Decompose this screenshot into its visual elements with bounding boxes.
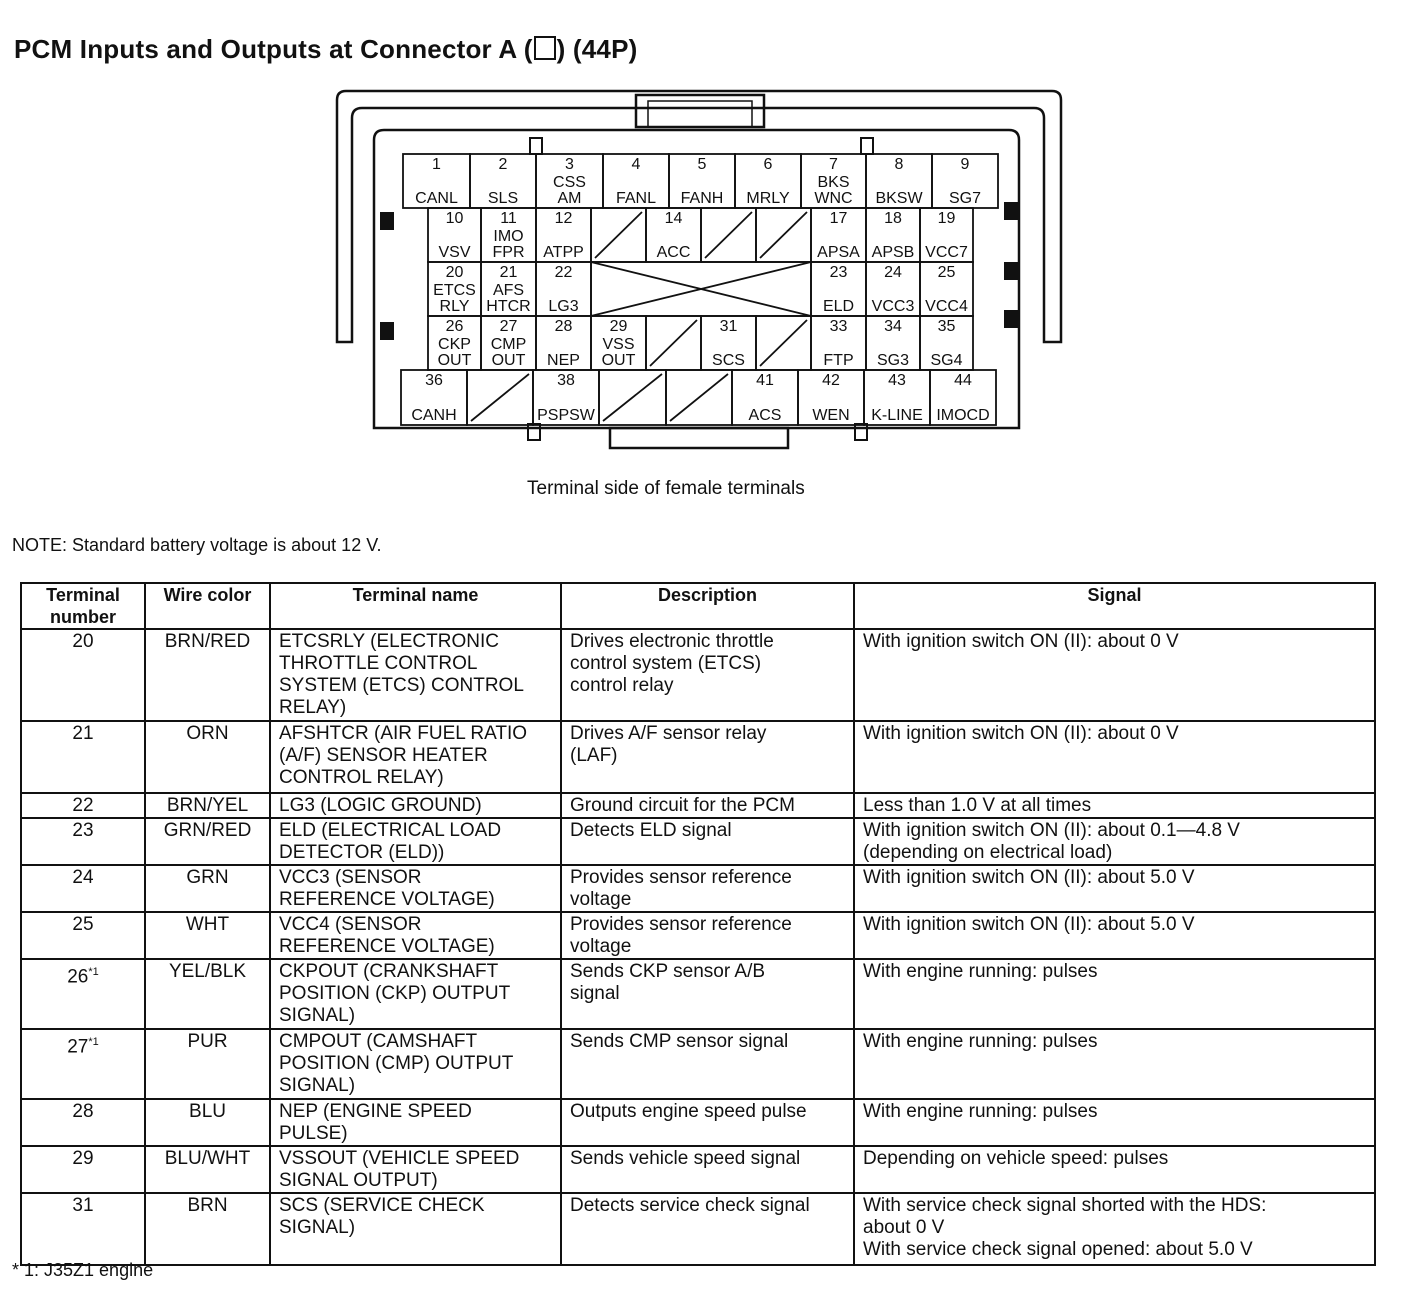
terminal-name-cell [270,793,561,818]
description-cell [561,1193,854,1265]
terminal-name-cell [270,1099,561,1146]
terminal-name-cell-text: LG3 (LOGIC GROUND) [279,795,482,816]
table-row [21,793,1375,818]
terminal-number-cell-text: 20 [72,631,94,652]
terminal-number-cell-text: 29 [72,1148,94,1169]
terminal-signal-label: AFS HTCR [486,282,531,315]
title-text-before: PCM Inputs and Outputs at Connector A ( [14,34,533,64]
terminal-number-label: 20 [445,264,464,281]
terminal-name-cell-text: SCS (SERVICE CHECK SIGNAL) [279,1195,485,1238]
wire-color-cell [145,959,270,1029]
terminal-number-label: 27 [499,318,518,335]
signal-cell-text: With engine running: pulses [863,961,1098,982]
terminal-number-label: 23 [829,264,848,281]
table-row [21,818,1375,865]
terminal-signal-label: ETCS RLY [433,282,476,315]
signal-cell-text: With ignition switch ON (II): about 0.1—4.8 V (depending on electrical load) [863,820,1240,863]
footnote-marker: *1 [88,1036,99,1048]
terminal-number-cell [21,959,145,1029]
terminal-signal-label: FANL [615,190,657,207]
signal-cell [854,1029,1375,1099]
title-text-after: ) (44P) [556,34,638,64]
wire-color-cell-text: BRN/RED [164,631,251,652]
terminal-number-label: 19 [937,210,956,227]
description-cell [561,1029,854,1099]
terminal-number-cell-text: 21 [72,723,94,744]
table-row [21,959,1375,1029]
terminal-number-label: 8 [894,156,904,173]
terminal-number-label: 6 [763,156,773,173]
description-cell-text: Drives A/F sensor relay (LAF) [570,723,767,766]
description-cell-text: Drives electronic throttle control system (ETCS) control relay [570,631,774,696]
terminal-name-cell [270,1029,561,1099]
terminal-number-label: 25 [937,264,956,281]
description-cell [561,912,854,959]
header-wire-color: Wire color [145,583,270,629]
wire-color-cell-text: YEL/BLK [168,961,247,982]
terminal-name-cell-text: VCC4 (SENSOR REFERENCE VOLTAGE) [279,914,495,957]
terminal-signal-table [20,582,1376,1266]
terminal-signal-label: APSA [817,244,860,261]
terminal-name-cell-text: AFSHTCR (AIR FUEL RATIO (A/F) SENSOR HEATER CONTROL RELAY) [279,723,528,788]
terminal-signal-label: CANL [415,190,458,207]
footnote: * 1: J35Z1 engine [12,1260,154,1280]
terminal-name-cell [270,721,561,793]
wire-color-cell [145,912,270,959]
description-cell [561,865,854,912]
connector-latch [636,95,764,127]
terminal-number-label: 33 [829,318,848,335]
terminal-number-cell-text: 22 [72,795,94,816]
terminal-number-label: 17 [829,210,848,227]
terminal-number-label: 22 [554,264,573,281]
terminal-signal-label: SG7 [948,190,982,207]
terminal-signal-label: SG3 [876,352,910,369]
terminal-signal-label: FANH [680,190,724,207]
table-row [21,629,1375,721]
table-row [21,1193,1375,1265]
terminal-number-label: 36 [425,372,443,389]
description-cell-text: Sends vehicle speed signal [570,1148,801,1169]
wire-color-cell-text: BRN/YEL [166,795,249,816]
terminal-number-label: 42 [822,372,840,389]
signal-cell [854,793,1375,818]
terminal-number-cell-text: 28 [72,1101,94,1122]
terminal-number-cell-text: 27 [67,1036,89,1058]
table-row [21,721,1375,793]
terminal-number-label: 29 [609,318,628,335]
battery-voltage-note: NOTE: Standard battery voltage is about 12 V. [12,535,382,555]
description-cell [561,629,854,721]
terminal-number-cell-text: 25 [72,914,94,935]
wire-color-cell-text: BLU/WHT [164,1148,251,1169]
signal-cell [854,818,1375,865]
terminal-number-cell [21,793,145,818]
signal-cell [854,959,1375,1029]
terminal-number-label: 12 [554,210,573,227]
terminal-signal-label: VCC3 [871,298,915,315]
terminal-number-label: 3 [565,156,574,173]
terminal-number-label: 24 [884,264,902,281]
terminal-signal-label: WEN [812,407,850,424]
terminal-number-cell [21,721,145,793]
terminal-signal-label: IMOCD [936,407,990,424]
signal-cell [854,1146,1375,1193]
table-row [21,1146,1375,1193]
terminal-signal-label: SG4 [930,352,963,369]
terminal-number-label: 41 [756,372,774,389]
terminal-number-cell [21,1146,145,1193]
table-header-row [21,583,1375,629]
terminal-signal-label: PSPSW [537,407,595,424]
header-description: Description [561,583,854,629]
terminal-name-cell-text: ELD (ELECTRICAL LOAD DETECTOR (ELD)) [279,820,502,863]
wire-color-cell-text: BLU [189,1101,226,1122]
terminal-number-label: 43 [888,372,906,389]
terminal-number-cell [21,912,145,959]
table-row [21,865,1375,912]
terminal-signal-label: APSB [871,244,915,261]
terminal-signal-label: VSV [438,244,471,261]
terminal-signal-label: FTP [823,352,854,369]
terminal-name-cell [270,1146,561,1193]
signal-cell-text: With ignition switch ON (II): about 0 V [863,723,1179,744]
header-signal: Signal [854,583,1375,629]
wire-color-cell-text: GRN [186,867,229,888]
terminal-signal-label: BKSW [875,190,923,207]
table-row [21,1029,1375,1099]
connector-diagram [0,0,1408,470]
terminal-number-cell-text: 23 [72,820,94,841]
terminal-number-label: 31 [719,318,738,335]
description-cell-text: Detects service check signal [570,1195,810,1216]
terminal-name-cell [270,629,561,721]
description-cell-text: Sends CKP sensor A/B signal [570,961,766,1004]
header-terminal-name: Terminal name [270,583,561,629]
terminal-name-cell-text: CMPOUT (CAMSHAFT POSITION (CMP) OUTPUT SIGNAL) [279,1031,514,1096]
description-cell [561,1099,854,1146]
terminal-number-label: 7 [829,156,838,173]
signal-cell-text: With engine running: pulses [863,1101,1098,1122]
table-row [21,912,1375,959]
terminal-number-cell-text: 31 [72,1195,94,1216]
terminal-number-label: 35 [937,318,956,335]
terminal-signal-label: CMP OUT [490,336,527,369]
terminal-number-label: 9 [960,156,970,173]
terminal-signal-label: VSS OUT [601,336,636,369]
diagram-caption: Terminal side of female terminals [527,478,805,499]
description-cell-text: Sends CMP sensor signal [570,1031,789,1052]
terminal-signal-label: IMO FPR [492,228,525,261]
terminal-number-label: 2 [498,156,508,173]
terminal-name-cell-text: NEP (ENGINE SPEED PULSE) [279,1101,472,1144]
description-cell-text: Provides sensor reference voltage [570,867,792,910]
signal-cell-text: With engine running: pulses [863,1031,1098,1052]
terminal-name-cell [270,959,561,1029]
terminal-number-cell-text: 24 [72,867,94,888]
terminal-number-label: 18 [884,210,902,227]
terminal-name-cell [270,818,561,865]
terminal-signal-label: VCC4 [925,298,968,315]
terminal-number-label: 4 [631,156,641,173]
terminal-signal-label: CANH [411,407,457,424]
wire-color-cell [145,1029,270,1099]
terminal-signal-label: LG3 [548,298,579,315]
terminal-number-cell [21,1099,145,1146]
signal-cell [854,912,1375,959]
wire-color-cell [145,865,270,912]
terminal-number-label: 28 [554,318,573,335]
terminal-number-label: 34 [884,318,902,335]
signal-cell-text: Depending on vehicle speed: pulses [863,1148,1169,1169]
description-cell-text: Outputs engine speed pulse [570,1101,807,1122]
description-cell [561,1146,854,1193]
signal-cell-text: With ignition switch ON (II): about 5.0 V [863,867,1195,888]
terminal-signal-label: SLS [487,190,519,207]
wire-color-cell-text: PUR [187,1031,228,1052]
terminal-signal-label: ELD [822,298,855,315]
terminal-name-cell [270,1193,561,1265]
description-cell-text: Ground circuit for the PCM [570,795,795,816]
terminal-signal-label: CKP OUT [437,336,472,369]
table-row [21,1099,1375,1146]
terminal-signal-label: MRLY [746,190,790,207]
terminal-name-cell-text: VCC3 (SENSOR REFERENCE VOLTAGE) [279,867,495,910]
signal-cell-text: Less than 1.0 V at all times [863,795,1092,816]
terminal-number-cell [21,629,145,721]
wire-color-cell [145,818,270,865]
terminal-number-cell [21,1029,145,1099]
header-terminal-number: Terminal number [21,583,145,629]
description-cell-text: Detects ELD signal [570,820,732,841]
connector-bottom-key [610,428,788,448]
terminal-number-label: 14 [664,210,683,227]
wire-color-cell [145,721,270,793]
terminal-signal-label: K-LINE [871,407,923,424]
terminal-number-label: 38 [557,372,575,389]
signal-cell [854,865,1375,912]
terminal-number-cell [21,865,145,912]
terminal-number-label: 26 [445,318,464,335]
footnote-marker: *1 [88,966,99,978]
description-cell [561,959,854,1029]
wire-color-cell-text: BRN [187,1195,228,1216]
signal-cell-text: With ignition switch ON (II): about 0 V [863,631,1179,652]
description-cell [561,793,854,818]
terminal-name-cell-text: VSSOUT (VEHICLE SPEED SIGNAL OUTPUT) [279,1148,520,1191]
wire-color-cell-text: GRN/RED [163,820,252,841]
signal-cell [854,629,1375,721]
terminal-name-cell [270,912,561,959]
terminal-name-cell-text: CKPOUT (CRANKSHAFT POSITION (CKP) OUTPUT SIGNAL) [279,961,511,1026]
wire-color-cell [145,1099,270,1146]
description-cell [561,721,854,793]
wire-color-cell-text: WHT [185,914,230,935]
terminal-signal-label: ACC [656,244,691,261]
terminal-signal-label: BKS WNC [814,174,853,207]
terminal-signal-label: VCC7 [925,244,968,261]
signal-cell-text: With ignition switch ON (II): about 5.0 V [863,914,1195,935]
signal-cell [854,1193,1375,1265]
signal-cell [854,1099,1375,1146]
terminal-name-cell [270,865,561,912]
wire-color-cell [145,1193,270,1265]
terminal-number-label: 1 [432,156,441,173]
terminal-signal-label: SCS [712,352,745,369]
terminal-name-cell-text: ETCSRLY (ELECTRONIC THROTTLE CONTROL SYSTEM (ETCS) CONTROL RELAY) [279,631,524,718]
terminal-number-cell [21,818,145,865]
description-cell-text: Provides sensor reference voltage [570,914,792,957]
terminal-number-label: 21 [499,264,518,281]
signal-cell [854,721,1375,793]
terminal-number-label: 10 [445,210,464,227]
terminal-number-cell-text: 26 [67,966,89,988]
wire-color-cell [145,1146,270,1193]
terminal-signal-label: ACS [748,407,782,424]
terminal-number-label: 44 [954,372,972,389]
description-cell [561,818,854,865]
wire-color-cell-text: ORN [186,723,229,744]
wire-color-cell [145,793,270,818]
terminal-signal-label: ATPP [543,244,584,261]
terminal-signal-label: CSS AM [553,174,586,207]
terminal-number-cell [21,1193,145,1265]
terminal-number-label: 5 [697,156,707,173]
wire-color-cell [145,629,270,721]
terminal-number-label: 11 [500,210,517,227]
terminal-signal-label: NEP [547,352,580,369]
signal-cell-text: With service check signal shorted with the HDS: about 0 V With service check signal opened: about 5.0 V [863,1195,1267,1260]
